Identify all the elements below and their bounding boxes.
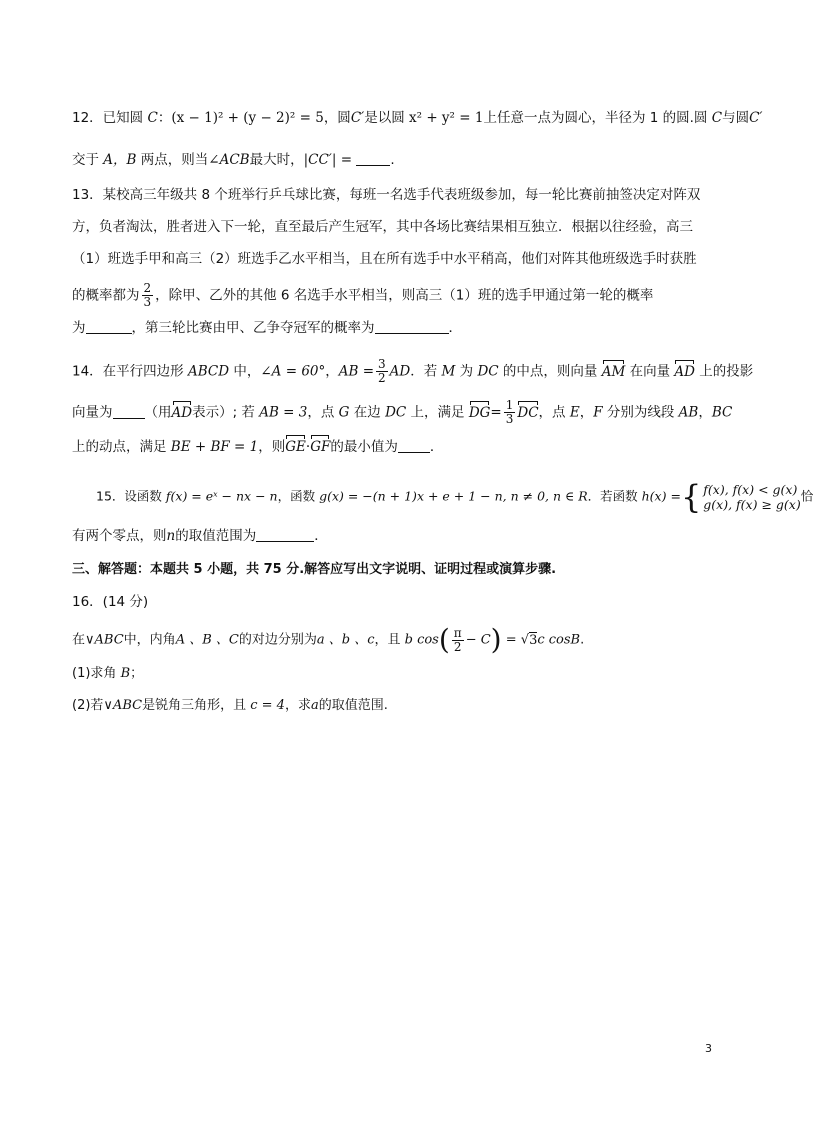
text: 在向量 xyxy=(625,363,675,380)
text: 最大时， xyxy=(249,152,304,168)
math: ∨ABC xyxy=(85,632,124,648)
text: ： xyxy=(157,110,172,126)
page-number: 3 xyxy=(705,1042,712,1055)
q12-line2 xyxy=(72,150,395,170)
text: ． xyxy=(448,320,462,336)
vector-AD: AD xyxy=(171,404,193,421)
text: 上的投影 xyxy=(694,363,754,380)
text: 表示）; 若 xyxy=(192,404,260,421)
fraction xyxy=(452,627,464,654)
text: 的取值范围. xyxy=(318,698,388,713)
text: 上，满足 xyxy=(406,404,469,421)
fraction xyxy=(504,399,516,426)
math: ABCD xyxy=(187,363,230,380)
answer-blank xyxy=(375,319,449,334)
numerator: 2 xyxy=(143,281,152,295)
math: DC xyxy=(477,363,499,380)
math: C′ xyxy=(350,110,365,126)
text: 在 xyxy=(72,632,86,648)
text: 上任意一点为圆心，半径为 1 的圆.圆 xyxy=(483,110,712,126)
text: ，则 xyxy=(258,439,286,455)
text: ，函数 xyxy=(277,488,320,504)
math: DC xyxy=(385,404,407,421)
text: ，且 xyxy=(374,632,405,648)
text: 的中点，则向量 xyxy=(498,363,602,380)
numerator: π xyxy=(453,625,462,640)
text: ， xyxy=(698,404,712,421)
math: |CC′| = xyxy=(303,152,353,168)
paren: ( xyxy=(438,623,450,656)
sqrt: √3 xyxy=(520,632,538,648)
text: 中， xyxy=(229,363,261,380)
text: ．若函数 xyxy=(587,488,642,504)
numerator: 1 xyxy=(505,398,514,412)
math: a xyxy=(310,698,319,713)
text: ． xyxy=(314,528,328,544)
math: AB = 3 xyxy=(259,404,308,421)
answer-blank xyxy=(86,319,132,334)
fraction xyxy=(376,358,388,385)
math: a 、b 、c xyxy=(316,632,375,648)
math: = xyxy=(501,632,521,648)
text: 为 xyxy=(72,320,86,336)
text: ． xyxy=(429,439,444,455)
math: f(x) = eˣ − nx − n xyxy=(165,488,278,504)
math: AD xyxy=(389,363,411,380)
q16-header: 16．(14 分) xyxy=(72,594,149,610)
text: 在边 xyxy=(349,404,386,421)
text: 上的动点，满足 xyxy=(72,439,171,455)
text: (1)求角 xyxy=(72,666,121,681)
text: . xyxy=(580,632,585,648)
case: f(x), f(x) < g(x) xyxy=(703,482,798,497)
answer-blank xyxy=(256,527,314,542)
math: = xyxy=(490,404,502,421)
vector-AM: AM xyxy=(601,363,626,380)
text: ， xyxy=(579,404,594,421)
math: A 、B 、C xyxy=(175,632,239,648)
q13-line1: 13．某校高三年级共 8 个班举行乒乓球比赛，每班一名选手代表班级参加，每一轮比赛前抽签决定对阵双 xyxy=(72,187,701,203)
q15-line1 xyxy=(96,478,813,516)
vector-GE: GE xyxy=(285,439,306,455)
unit-circle-equation: x² + y² = 1 xyxy=(409,110,484,126)
q15-line2 xyxy=(72,526,328,546)
text: 的最小值为 xyxy=(330,439,398,455)
math: ∨ABC xyxy=(103,698,143,713)
text: 的概率都为 xyxy=(72,287,140,304)
radicand: 3 xyxy=(529,632,538,648)
math: AB = xyxy=(338,363,375,380)
text: 与圆 xyxy=(722,110,750,126)
text: ，求 xyxy=(284,698,311,713)
q14-line3 xyxy=(72,437,443,457)
case: g(x), f(x) ≥ g(x) xyxy=(703,497,801,512)
cases xyxy=(703,482,800,512)
q14-line1 xyxy=(72,358,753,385)
text: 向量为 xyxy=(72,404,113,421)
vector-AD: AD xyxy=(674,363,695,380)
q16-line1 xyxy=(72,623,585,656)
section-heading: 三、解答题：本题共 5 小题，共 75 分.解答应写出文字说明、证明过程或演算步骤. xyxy=(72,562,557,577)
answer-blank xyxy=(113,404,145,419)
text: 是以圆 xyxy=(364,110,410,126)
math: C xyxy=(147,110,158,126)
text: ； xyxy=(130,666,144,681)
math: BE + BF = 1 xyxy=(170,439,259,455)
q13-line5 xyxy=(72,318,462,338)
math: ∠ACB xyxy=(208,152,250,168)
answer-blank xyxy=(356,151,390,166)
denominator: 3 xyxy=(505,412,514,426)
math: A，B xyxy=(103,152,137,168)
text: 分别为线段 xyxy=(602,404,679,421)
paren: ) xyxy=(490,623,502,656)
math: G xyxy=(338,404,350,421)
math: AB xyxy=(678,404,699,421)
text: ，点 xyxy=(538,404,570,421)
text: 15．设函数 xyxy=(96,488,166,504)
text: 有两个零点，则 xyxy=(72,528,167,544)
piecewise-function xyxy=(680,478,801,516)
text: 的对边分别为 xyxy=(238,632,317,648)
math: F xyxy=(593,404,603,421)
text: ，点 xyxy=(307,404,339,421)
text: 12．已知圆 xyxy=(72,110,148,126)
text: 的取值范围为 xyxy=(175,528,257,544)
q13-line2: 方，负者淘汰，胜者进入下一轮，直至最后产生冠军，其中各场比赛结果相互独立．根据以往经验，高三 xyxy=(72,219,693,235)
math: BC xyxy=(711,404,733,421)
q12-line1 xyxy=(72,108,762,128)
text: 14．在平行四边形 xyxy=(72,363,188,380)
answer-blank xyxy=(398,438,430,453)
denominator: 2 xyxy=(453,639,462,654)
math: B xyxy=(120,666,131,681)
fraction xyxy=(142,282,154,309)
q14-line2 xyxy=(72,399,732,426)
text: （用 xyxy=(144,404,172,421)
text: ， xyxy=(325,363,339,380)
vector-DC: DC xyxy=(517,404,539,421)
vector-DG: DG xyxy=(468,404,491,421)
math: ∠A = 60° xyxy=(260,363,326,380)
text: ，除甲、乙外的其他 6 名选手水平相当，则高三（1）班的选手甲通过第一轮的概率 xyxy=(155,287,654,304)
math: h(x) = xyxy=(641,488,681,504)
math: M xyxy=(441,363,456,380)
text: (2)若 xyxy=(72,698,104,713)
text: 中，内角 xyxy=(123,632,176,648)
text: ，圆 xyxy=(323,110,351,126)
numerator: 3 xyxy=(378,357,386,371)
math: E xyxy=(569,404,580,421)
math: C xyxy=(711,110,723,126)
text: ，第三轮比赛由甲、乙争夺冠军的概率为 xyxy=(131,320,375,336)
denominator: 2 xyxy=(378,371,386,385)
denominator: 3 xyxy=(143,295,152,309)
q13-line4 xyxy=(72,282,653,309)
math: c = 4 xyxy=(250,698,285,713)
text: ．若 xyxy=(410,363,442,380)
math: g(x) = −(n + 1)x + e + 1 − n, n ≠ 0, n ∈ R xyxy=(319,488,588,504)
math: − C xyxy=(465,632,491,648)
brace: { xyxy=(680,478,702,516)
q13-line3: （1）班选手甲和高三（2）班选手乙水平相当，且在所有选手中水平稍高，他们对阵其他班级选手时获胜 xyxy=(72,251,697,267)
text: 恰 xyxy=(800,488,813,504)
text: 交于 xyxy=(72,152,104,168)
vector-GF: GF xyxy=(310,439,331,455)
q16-part1 xyxy=(72,664,143,684)
q16-part2 xyxy=(72,696,388,716)
math: C′ xyxy=(749,110,763,126)
math: n xyxy=(166,528,176,544)
math: c cosB xyxy=(537,632,581,648)
text: 是锐角三角形，且 xyxy=(142,698,251,713)
math: · xyxy=(305,439,311,455)
text: 为 xyxy=(455,363,478,380)
text: 两点，则当 xyxy=(136,152,209,168)
text: . xyxy=(390,152,395,168)
circle-equation: (x − 1)² + (y − 2)² = 5 xyxy=(171,110,324,126)
math: b cos xyxy=(404,632,439,648)
